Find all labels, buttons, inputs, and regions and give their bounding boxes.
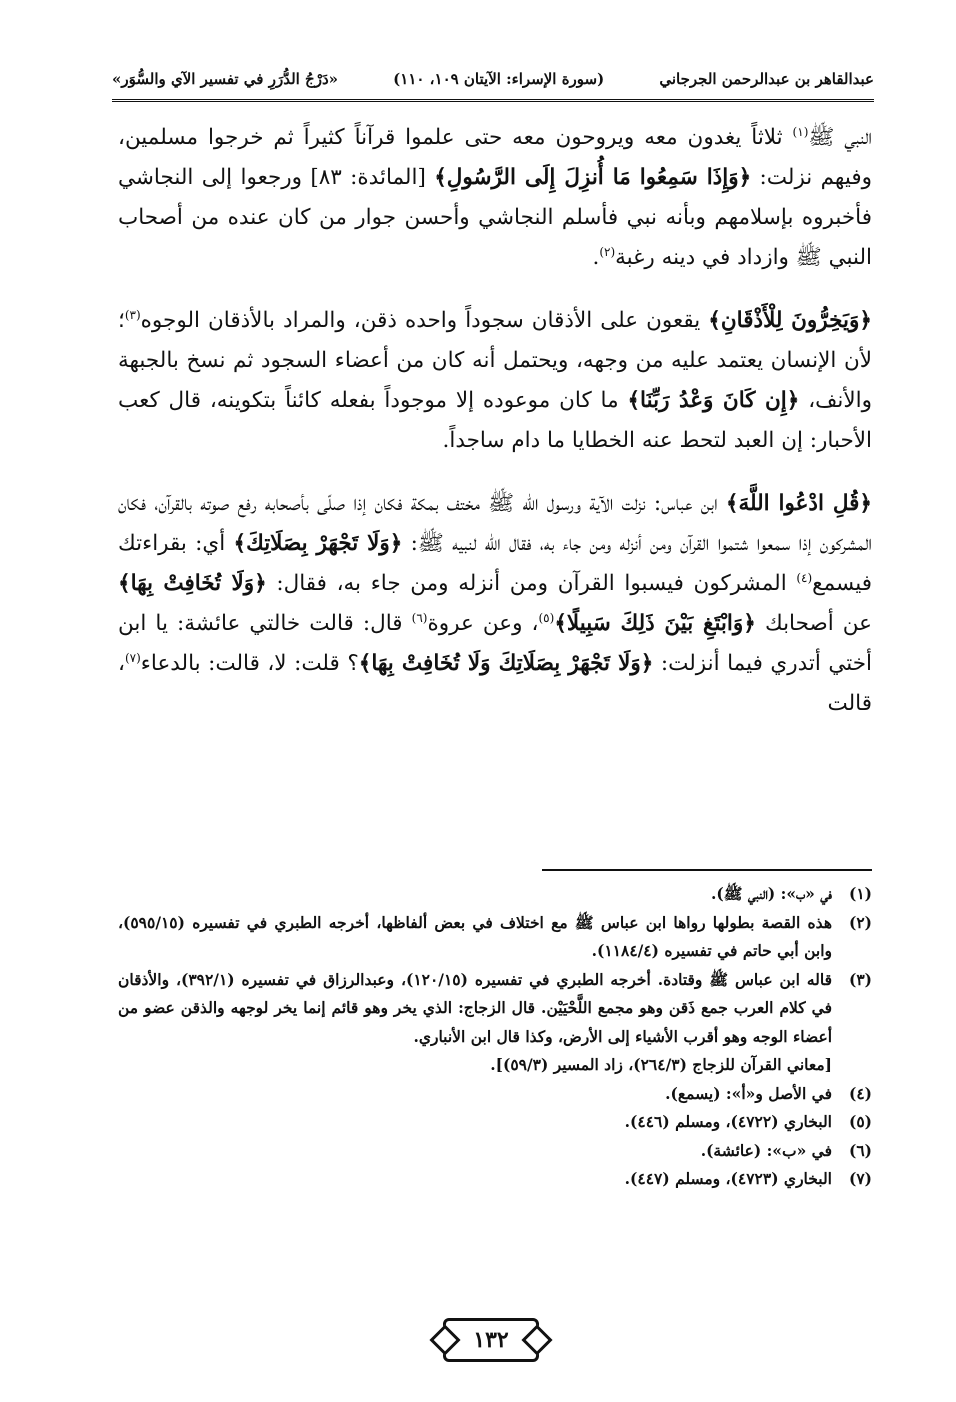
footnote-item	[118, 909, 872, 966]
quran-verse: ﴿وَيَخِرُّونَ لِلْأَذْقَانِ﴾	[708, 308, 873, 333]
footnotes	[118, 880, 872, 1194]
paragraph-3	[118, 484, 872, 724]
footnote-text: في «ب»: (عائشة).	[700, 1140, 832, 1160]
footnote-ref-5[interactable]: (٥)	[538, 610, 555, 625]
main-text	[118, 118, 872, 747]
text-run: .	[592, 245, 600, 270]
quran-verse: ﴿وَلَا تُخَافِتْ بِهَا﴾	[118, 571, 267, 596]
footnote-text: البخاري (٤٧٢٣)، ومسلم (٤٤٧).	[624, 1169, 832, 1188]
footnote-item	[118, 1080, 872, 1109]
footnote-text: البخاري (٤٧٢٢)، ومسلم (٤٤٦).	[624, 1112, 832, 1131]
header-book-title: «دَرْجُ الدُّرَرِ في تفسير الآي والسُّوَر»	[112, 70, 339, 88]
header-rule	[112, 99, 874, 102]
text-run: ما كان موعوده إلا موجوداً بفعله كائناً بتكوينه، قال كعب الأحبار: إن العبد لتحط عنه الخطايا ما دام ساجداً.	[118, 388, 872, 453]
footnote-number: (٢)	[848, 912, 872, 932]
footnote-number: (٦)	[848, 1140, 872, 1160]
footnote-ref-3[interactable]: (٣)	[124, 307, 141, 322]
footnote-ref-6[interactable]: (٦)	[411, 610, 428, 625]
footnote-item	[118, 1137, 872, 1166]
footnote-ref-7[interactable]: (٧)	[124, 650, 141, 665]
text-run: يقعون على الأذقان سجوداً واحده ذقن، والمراد بالأذقان الوجوه	[140, 308, 709, 333]
footnote-ref-2[interactable]: (٢)	[599, 244, 616, 259]
footnote-item	[118, 1165, 872, 1194]
quran-verse: ﴿وَلَا تَجْهَرْ بِصَلَاتِكَ وَلَا تُخَافِتْ بِهَا﴾	[358, 651, 654, 676]
text-run: عن أصحابك	[755, 611, 872, 636]
quran-verse: ﴿قُلِ ادْعُوا اللَّهَ﴾	[725, 491, 872, 516]
text-run: ، وعن عروة	[427, 611, 539, 636]
footnote-item	[118, 880, 872, 909]
footnote-ref-1[interactable]: (١)	[792, 124, 809, 139]
text-run: ، قالت	[118, 651, 872, 716]
footnote-item	[118, 966, 872, 1080]
footnote-text: في «ب»: (النبي ﷺ).	[711, 884, 832, 903]
text-run: المشركون فيسبوا القرآن ومن أنزله ومن جاء به، فقال:	[266, 571, 797, 596]
page-number: ١٣٢	[473, 1327, 509, 1353]
footnote-text	[118, 966, 832, 1080]
text-run: النبي ﷺ	[808, 125, 872, 150]
footnote-text-main: قاله ابن عباس ﷺ وقتادة. أخرجه الطبري في تفسيره (١٢٠/١٥)، وعبدالرزاق في تفسيره (٣٩٢/١)، والأذقان في كلام العرب جمع ذَقن وهو مجمع اللَّحْيَيْن. قال الزجاج: الذي يخر وهو قائم إنما يخر لوجهه والذقن عضو من أعضاء الوجه وهو أقرب الأشياء إلى الأرض، وكذا قال ابن الأنباري.	[118, 969, 833, 1046]
paragraph-1	[118, 118, 872, 278]
footnote-item	[118, 1108, 872, 1137]
page-number-ornament	[443, 1318, 539, 1362]
text-run: أي: بقراءتك فيسمع	[118, 531, 872, 596]
text-run: [المائدة: ٨٣] ورجعوا إلى النجاشي فأخبروه بإسلامهم وبأنه نبي فأسلم النجاشي وأحسن جوار من كان عنده من أصحاب النبي ﷺ وازداد في دينه رغبة	[118, 165, 872, 270]
text-run: ؟ قلت: لا، قالت: بالدعاء	[140, 651, 359, 676]
running-header	[112, 62, 874, 96]
footnote-number: (٧)	[848, 1169, 872, 1188]
quran-verse: ﴿وَابْتَغِ بَيْنَ ذَلِكَ سَبِيلًا﴾	[554, 611, 756, 636]
footnote-ref-4[interactable]: (٤)	[796, 570, 813, 585]
text-run: ثلاثاً يغدون معه ويروحون معه حتى علموا قرآناً كثيراً ثم خرجوا مسلمين، وفيهم نزلت:	[118, 125, 872, 190]
text-run: ؛ لأن الإنسان يعتمد عليه من وجهه، ويحتمل أنه كان من أعضاء السجود ثم نسخ بالجبهة والأنف،	[118, 308, 872, 413]
text-run: قال: قالت خالتي عائشة: يا ابن أختي أتدري فيما أنزلت:	[118, 611, 872, 676]
footnote-text-source: [معاني القرآن للزجاج (٢٦٤/٣)، زاد المسير (٥٩/٣)].	[490, 1055, 832, 1074]
footnote-number: (٤)	[848, 1083, 872, 1103]
text-run: ابن عباس: نزلت الآية ورسول الله ﷺ مختف بمكة فكان إذا صلّى بأصحابه رفع صوته بالقرآن، فكان المشركون إذا سمعوا شتموا القرآن ومن أنزله ومن جاء به، فقال الله لنبيه ﷺ:	[118, 491, 872, 556]
header-author: عبدالقاهر بن عبدالرحمن الجرجاني	[659, 70, 874, 88]
footnote-number: (١)	[848, 884, 872, 903]
quran-verse: ﴿إِن كَانَ وَعْدُ رَبِّنَا﴾	[627, 388, 800, 413]
footnote-separator	[542, 869, 872, 871]
header-surah: (سورة الإسراء: الآيتان ١٠٩، ١١٠)	[393, 70, 605, 88]
footnote-text: في الأصل و«أ»: (يسمع).	[665, 1083, 832, 1103]
footnote-number: (٣)	[848, 969, 872, 989]
quran-verse: ﴿وَإِذَا سَمِعُوا مَا أُنزِلَ إِلَى الرَّسُولِ﴾	[434, 165, 752, 190]
quran-verse: ﴿وَلَا تَجْهَرْ بِصَلَاتِكَ﴾	[233, 531, 403, 556]
footnote-text: هذه القصة بطولها رواها ابن عباس ﷺ مع اختلاف في بعض ألفاظها، أخرجه الطبري في تفسيره (٥٩٥/١٥)، وابن أبي حاتم في تفسيره (١١٨٤/٤).	[118, 912, 832, 960]
footnote-number: (٥)	[848, 1112, 872, 1131]
paragraph-2	[118, 301, 872, 461]
